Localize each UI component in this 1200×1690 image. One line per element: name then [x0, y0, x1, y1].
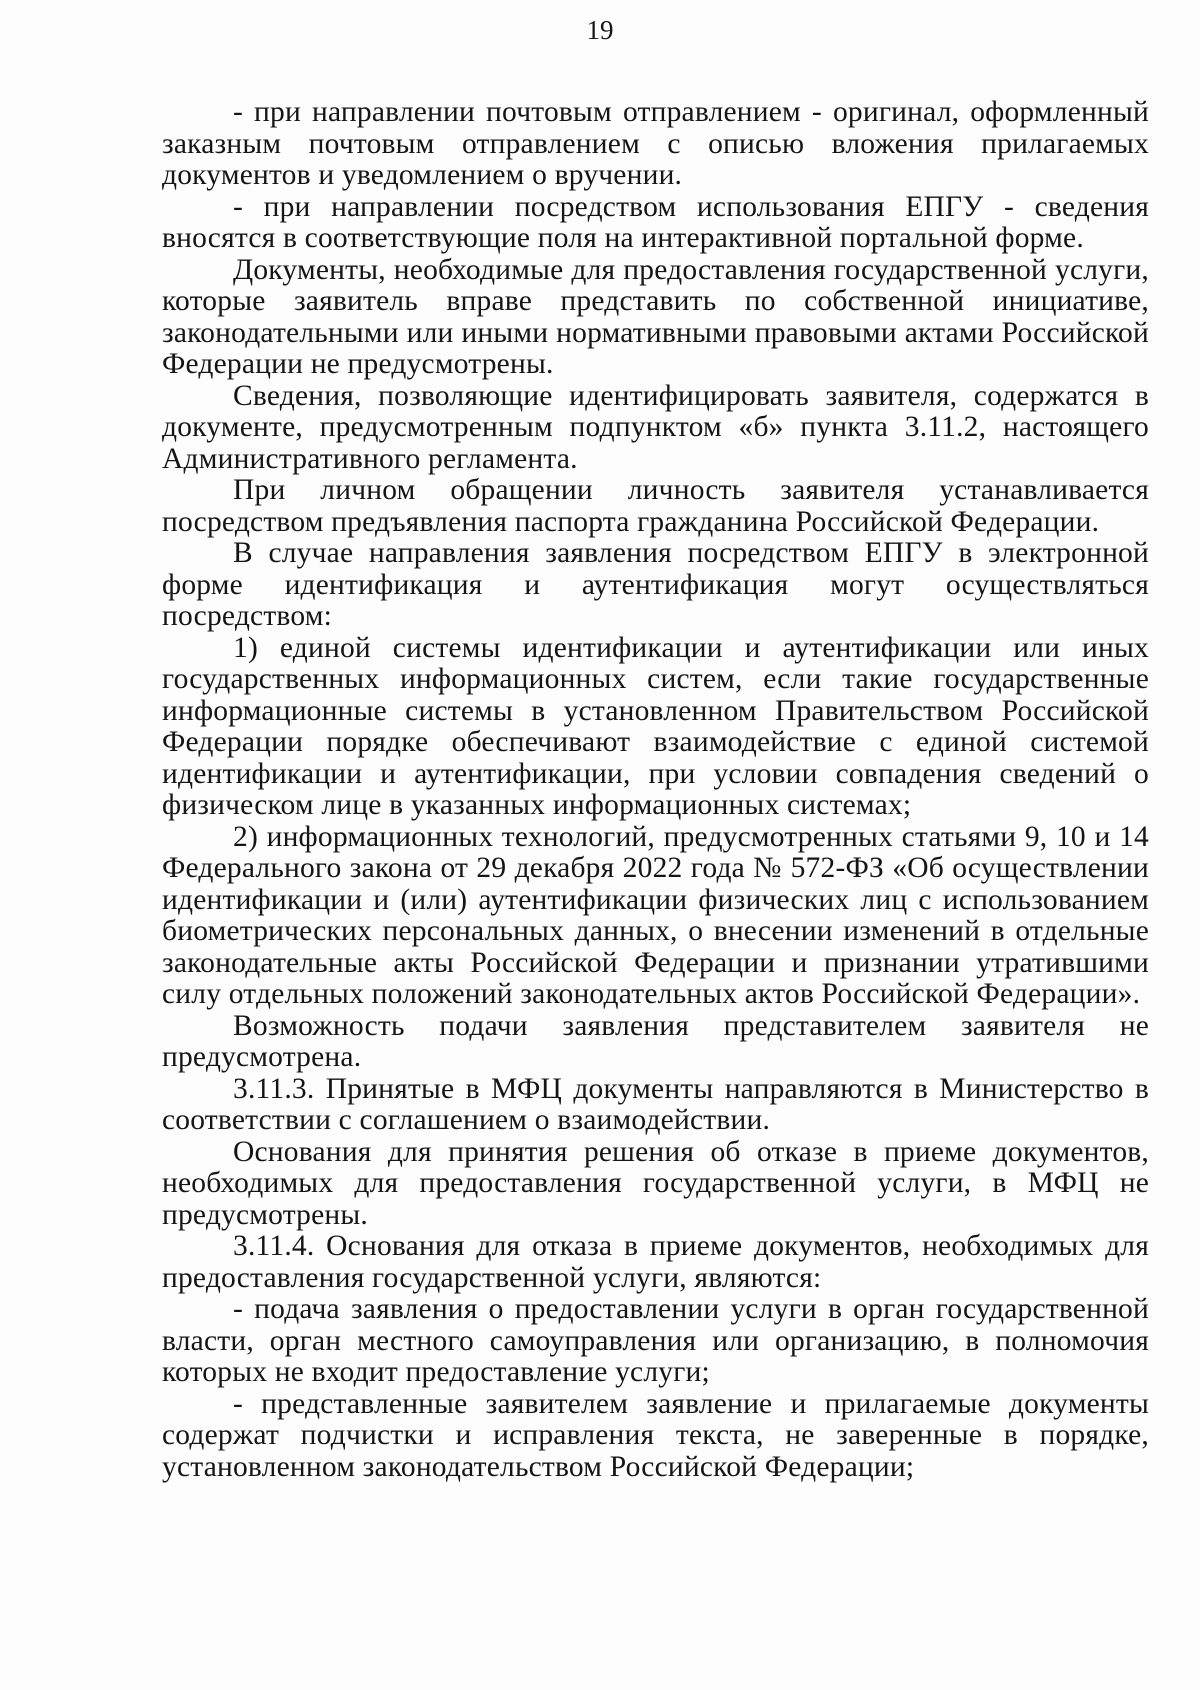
paragraph-applicant-identification: Сведения, позволяющие идентифицировать заявителя, содержатся в документе, предусмотренным подпунктом «б» пункта 3.11.2, настоящего Административного регламента. [162, 379, 1149, 475]
paragraph-refusal-item-1: - подача заявления о предоставлении услуги в орган государственной власти, орган местного самоуправления или организацию, в полномочия которых не входит предоставление услуги; [162, 1293, 1149, 1388]
paragraph-electronic-identification: В случае направления заявления посредством ЕПГУ в электронной форме идентификация и аутентификация могут осуществляться посредством: [162, 537, 1149, 632]
paragraph-epgu-submission: - при направлении посредством использования ЕПГУ - сведения вносятся в соответствующие поля на интерактивной портальной форме. [162, 190, 1149, 254]
paragraph-personal-visit: При личном обращении личность заявителя устанавливается посредством предъявления паспорта гражданина Российской Федерации. [162, 474, 1149, 538]
paragraph-refusal-item-2: - представленные заявителем заявление и прилагаемые документы содержат подчистки и исправления текста, не заверенные в порядке, установленном законодательством Российской Федерации; [162, 1387, 1149, 1483]
paragraph-optional-documents: Документы, необходимые для предоставления государственной услуги, которые заявитель вправе представить по собственной инициативе, законодательными или иными нормативными правовыми актами Российской Федерации не предусмотрены. [162, 253, 1149, 380]
page-number: 19 [586, 15, 614, 45]
paragraph-item-1: 1) единой системы идентификации и аутентификации или иных государственных информационных систем, если такие государственные информационные системы в установленном Правительством Российской Федерации порядке обеспечивают взаимодействие с единой системой идентификации и аутентификации, при условии совпадения сведений о физическом лице в указанных информационных системах; [162, 631, 1149, 821]
paragraph-3-11-4: 3.11.4. Основания для отказа в приеме документов, необходимых для предоставления государственной услуги, являются: [162, 1230, 1149, 1294]
paragraph-3-11-3: 3.11.3. Принятые в МФЦ документы направляются в Министерство в соответствии с соглашением о взаимодействии. [162, 1072, 1149, 1136]
paragraph-item-2: 2) информационных технологий, предусмотренных статьями 9, 10 и 14 Федерального закона от 29 декабря 2022 года № 572-ФЗ «Об осуществлении идентификации и (или) аутентификации физических лиц с использованием биометрических персональных данных, о внесении изменений в отдельные законодательные акты Российской Федерации и признании утратившими силу отдельных положений законодательных актов Российской Федерации». [162, 820, 1149, 1010]
paragraph-refusal-grounds-mfc: Основания для принятия решения об отказе в приеме документов, необходимых для предоставления государственной услуги, в МФЦ не предусмотрены. [162, 1135, 1149, 1231]
document-body [162, 97, 1149, 1483]
paragraph-postal-submission: - при направлении почтовым отправлением - оригинал, оформленный заказным почтовым отправлением с описью вложения прилагаемых документов и уведомлением о вручении. [162, 96, 1149, 191]
paragraph-representative: Возможность подачи заявления представителем заявителя не предусмотрена. [162, 1009, 1149, 1073]
